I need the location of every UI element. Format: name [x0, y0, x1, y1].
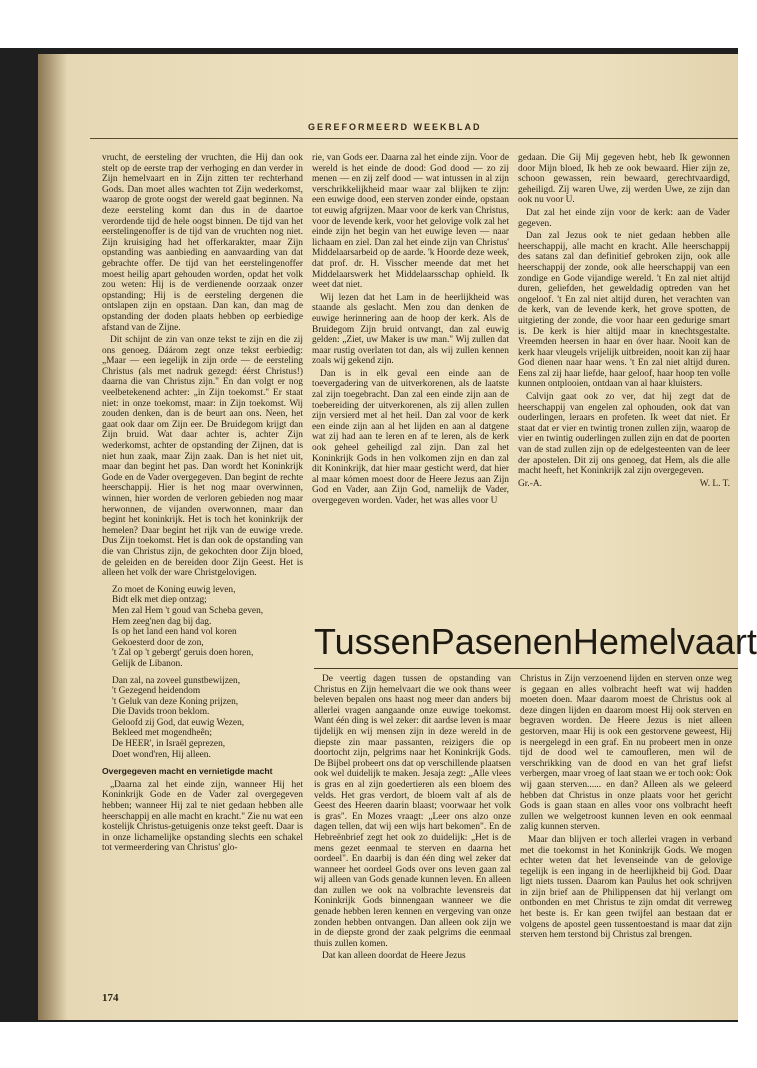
headline-word: Tussen — [314, 621, 431, 662]
poem-line: 't Gezegend heidendom — [112, 686, 201, 697]
paragraph: Dat kan alleen doordat de Heere Jezus — [322, 951, 466, 962]
poem-line: Bidt elk met diep ontzag; — [112, 595, 207, 606]
headline-word: en — [532, 621, 573, 662]
poem-stanza-2 — [112, 676, 303, 761]
signature-place: Gr.-A. — [518, 478, 542, 489]
signature-author: W. L. T. — [699, 478, 730, 489]
paragraph: „Daarna zal het einde zijn, wanneer Hij het Koninkrijk Gode en de Vader zal overgegeven hebben; wanneer Hij zal te niet gedaan hebben alle heerschappij en alle macht en kracht." Zie nu wat een kostelijk Christus-getuigenis onze tekst geeft. Daar is in onze lichamelijke opstanding slechts een schakel tot vermeerdering van Christus' glo- — [102, 779, 303, 854]
poem-line: Is op het land een hand vol koren — [112, 627, 237, 638]
poem-line: Dan zal, na zoveel gunstbewijzen, — [112, 675, 241, 686]
headline-word: Hemelvaart — [572, 621, 757, 662]
paragraph: rie, van Gods eer. Daarna zal het einde zijn. Voor de wereld is het einde de dood: God dood — zo zij menen — en zij zelf dood — wat intussen in al zijn verschrikkelijkheid maar waar zal blijken te zijn: een euwige dood, een sterven zonder einde, opstaan tot euwig afgrijzen. Maar voor de kerk van Christus, voor de levende kerk, voor het gelovige volk zal het einde zijn het begin van het euwige leven — naar lichaam en ziel. Dan zal het einde zijn van Christus' Middelaarsarbeid op de aarde. 'k Hoorde deze week, dat prof. dr. H. Visscher meende dat met het Middelaarswerk het Middelaarsschap ophield. Ik weet dat niet. — [312, 153, 509, 291]
poem-line: 't Zal op 't gebergt' geruis doen horen, — [112, 648, 254, 659]
signature-line — [518, 479, 730, 490]
column-3 — [518, 153, 730, 608]
article2-column-2 — [520, 674, 732, 1058]
headline-rule — [314, 668, 738, 669]
column-2 — [312, 153, 509, 608]
poem-line: De HEER', in Israël geprezen, — [112, 739, 226, 750]
poem-line: Gekoesterd door de zon, — [112, 637, 204, 648]
page-number: 174 — [102, 992, 119, 1004]
paragraph: Dan is in elk geval een einde aan de toevergadering van de uitverkorenen, als de laatste zal zijn toegebracht. Dan zal een einde zijn aan de toebereiding der uitverkorenen, als zij allen zullen zijn versierd met al het heil. Dan zal voor de kerk een einde zijn aan al het lijden en aan al datgene wat zij had aan te leren en af te leren, als de kerk ook geheel geheiligd zal zijn. Dan zal het Koninkrijk Gods in hen volkomen zijn en dan zal dit Koninkrijk, dat hier maar gesticht werd, dat hier al maar kómen moest door de Heere Jezus aan Zijn God en Vader, aan Zijn God, namelijk de Vader, overgegeven worden. Vader, het was alles voor U — [312, 368, 509, 506]
paragraph: vrucht, de eersteling der vruchten, die Hij dan ook stelt op de eerste trap der verhoging en dan verder in Zijn hemelvaart en in Zijn zitten ter rechterhand Gods. Dan moet alles wachten tot Zijn wederkomst, waarop de grote oogst der wereld gaat beginnen. Na deze eersteling komt dan dus in de daartoe verordende tijd de hele oogst binnen. De tijd van het eerstelingenoffer is de tijd van de vruchten nog niet. Zijn kruisiging had het offerkarakter, maar Zijn opstanding was aanbieding en aanvaarding van dat gebrachte offer. De tijd van het eerstelingenoffer moest heilig apart gehouden worden, opdat het volk zou weten: Hij is de verdienende oorzaak onzer opstanding; Hij is de eersteling dergenen die ontslapen zijn en opstaan. Dan kan, dan mag de opstanding der doden plaats hebben op eerbiedige afstand van de Zijne. — [102, 153, 303, 333]
paragraph: De veertig dagen tussen de opstanding van Christus en Zijn hemelvaart die we ook thans weer beleven bepalen ons haast nog meer dan anders bij allerlei vragen aangaande onze euwige toekomst. Want één ding is wel zeker: dit aardse leven is maar tijdelijk en wij mensen zijn in deze wereld in de diepste zin maar passanten, reizigers die op doortocht zijn, pelgrims naar het Koninkrijk Gods. De Bijbel probeert ons dat op verschillende plaatsen ook wel duidelijk te maken. Jesaja zegt: „Alle vlees is gras en al zijn goedertieren als een bloem des velds. Het gras verdort, de bloem valt af als de Geest des Heeren daarin blaast; voorwaar het volk is gras". En Mozes vraagt: „Leer ons alzo onze dagen tellen, dat wij een wijs hart bekomen". En de Hebreënbrief zegt het ook zo duidelijk: „Het is de mens gezet eenmaal te sterven en daarna het oordeel". En daarbij is dan één ding wel zeker dat wanneer het oordeel Gods over ons leven gaan zal wij alleen van Gods genade kunnen leven. En alleen dan zullen we ook na volbrachte levensreis dat Koninkrijk Gods binnengaan wanneer we die genade hebben leren kennen en vergeving van onze zonden hebben ontvangen. Dan alleen ook zijn we in de diepste grond der zaak pelgrims die eenmaal thuis zullen komen. — [314, 674, 511, 949]
poem-stanza-1 — [112, 585, 303, 670]
article2-column-1 — [314, 674, 511, 1058]
paragraph: Calvijn gaat ook zo ver, dat hij zegt dat de heerschappij van engelen zal ophouden, ook dat van ouderlingen, leraars en profeten. Ik weet dat niet. Er staat dat er vier en twintig tronen zullen zijn, waarop de vier en twintig ouderlingen zullen zijn en dat de poorten van de stad zullen zijn op de edelgesteenten van de leer der apostelen. Dit zij ons genoeg, dat Hem, als die alle macht heeft, het Koninkrijk zal zijn overgegeven. — [518, 392, 730, 477]
publication-title: GEREFORMEERD WEEKBLAD — [308, 122, 482, 132]
running-header — [38, 122, 738, 142]
paragraph: Dit schijnt de zin van onze tekst te zijn en die zij ons genoeg. Dáárom zegt onze tekst eerbiedig: „Maar — een iegelijk in zijn orde — de eersteling Christus (als met nadruk gezegd: éérst Christus!) daarna die van Christus zijn." En dan volgt er nog veelbetekenend achter: „in Zijn toekomst." Er staat niet: in onze toekomst, maar: in Zijn toekomst. Wij zouden denken, dan is de beurt aan ons. Neen, het gaat ook daar om Zijn eer. De Bruidegom krijgt dan Zijn bruid. Wat daar achter is, achter Zijn wederkomst, achter de opstanding der Zijnen, dat is niet hun zaak, maar Zijn zaak. Dan is het niet uit, maar dan begint het pas. Dan wordt het Koninkrijk Gode en de Vader overgegeven. Dan begint de rechte heerschappij. Hier is het nog maar overwinnen, winnen, hier worden de verloren gebieden nog maar herwonnen, de vijanden overwonnen, maar dan begint het koninkrijk. Het is toch het koninkrijk der hemelen? Daar begint het rijk van de euwige vrede. Dus Zijn toekomst. Het is dan ook de opstanding van die van Christus zijn, de gekochten door Zijn bloed, de geleiden en de bereiden door Zijn Geest. Het is alleen het volk der ware Christgelovigen. — [102, 335, 303, 579]
paragraph: Wij lezen dat het Lam in de heerlijkheid was staande als geslacht. Men zou dan denken de euwige herinnering aan de hoop der kerk. Als de Bruidegom Zijn bruid ontvangt, dan zal euwig gelden: „Ziet, uw Maker is uw man." Wij zullen dat maar rustig overlaten tot dan, als wij zullen kennen zoals wij gekend zijn. — [312, 292, 509, 367]
paragraph: gedaan. Die Gij Mij gegeven hebt, heb Ik gewonnen door Mijn bloed, Ik heb ze ook bewaard. Hier zijn ze, schoon gewassen, rein bewaard, gerechtvaardigd, geheiligd. Zij waren Uwe, zij werden Uwe, ze zijn dan ook nu voor U. — [518, 153, 730, 206]
poem-line: 't Geluk van deze Koning prijzen, — [112, 696, 239, 707]
poem-line: Geloofd zij God, dat euwig Wezen, — [112, 717, 245, 728]
paragraph: Maar dan blijven er toch allerlei vragen in verband met die toekomst in het Koninkrijk Gods. We mogen echter weten dat het levenseinde van de gelovige tegelijk is een ingang in de heerlijkheid bij God. Daar ligt niets tussen. Daarom kan Paulus het ook schrijven in zijn brief aan de Philippensen dat hij verlangt om ontbonden en met Christus te zijn omdat dit verreweg het beste is. Er kan geen twijfel aan bestaan dat er volgens de apostel geen tussentoestand is maar dat zijn sterven hem terstond bij Christus zal brengen. — [520, 834, 732, 941]
paragraph: Dan zal Jezus ook te niet gedaan hebben alle heerschappij, alle macht en kracht. Alle heerschappij des satans zal dan definitief gebroken zijn, ook alle heerschappij der zonde, ook alle heerschappij van een zondige en Gode vijandige wereld. 't En zal niet altijd duren, geliefden, het geweldadig optreden van het ongeloof. 't En zal niet altijd duren, het verachten van de kerk, van de levende kerk, het grove spotten, de uitgieting der zonde, die voor haar een gedurige smart is. De kerk is hier altijd maar in knechtsgestalte. Vreemden heersen in haar en óver haar. Nooit kan de kerk haar vleugels vrijelijk uitbreiden, nooit kan zij haar God dienen naar haar wens. 't En zal niet altijd duren. Eens zal zij haar liefde, haar geloof, haar hoop ten volle kunnen ontplooien, ontdaan van al haar kluisters. — [518, 231, 730, 390]
headline-word: Pasen — [430, 621, 533, 662]
poem-line: Hem zeeg'nen dag bij dag. — [112, 616, 212, 627]
header-rule — [90, 138, 738, 139]
poem-line: Die Davids troon beklom. — [112, 707, 210, 718]
poem-line: Zo moet de Koning euwig leven, — [112, 584, 236, 595]
poem-line: Doet wond'ren, Hij alleen. — [112, 749, 211, 760]
paragraph: Christus in Zijn verzoenend lijden en sterven onze weg is gegaan en alles volbracht heeft wat wij hadden moeten doen. Maar daarom moest de Christus ook al deze dingen lijden en daarom moest Hij ook sterven en begraven worden. De Heere Jezus is niet alleen gestorven, maar Hij is ook een gestorvene geweest, Hij is neergelegd in een graf. En nu probeert men in onze tijd de dood wel te camoufleren, men wil de verschrikking van de dood en van het graf liefst verbergen, maar vroeg of laat staan we er toch ook: Ook wij gaan sterven...... en dan? Alleen als we geleerd hebben dat Christus in onze plaats voor het gericht Gods is gaan staan en alles voor ons volbracht heeft zullen we welgetroost kunnen leven en ook eenmaal zalig kunnen sterven. — [520, 674, 732, 833]
poem-line: Bekleed met mogendheên; — [112, 728, 212, 739]
newspaper-page — [38, 54, 757, 1020]
poem-line: Men zal Hem 't goud van Scheba geven, — [112, 605, 264, 616]
poem-line: Gelijk de Libanon. — [112, 658, 183, 669]
column-1 — [102, 153, 303, 1058]
article-headline — [314, 621, 757, 662]
paragraph: Dat zal het einde zijn voor de kerk: aan de Vader gegeven. — [518, 207, 730, 229]
section-subheading: Overgegeven macht en vernietigde macht — [102, 766, 273, 777]
